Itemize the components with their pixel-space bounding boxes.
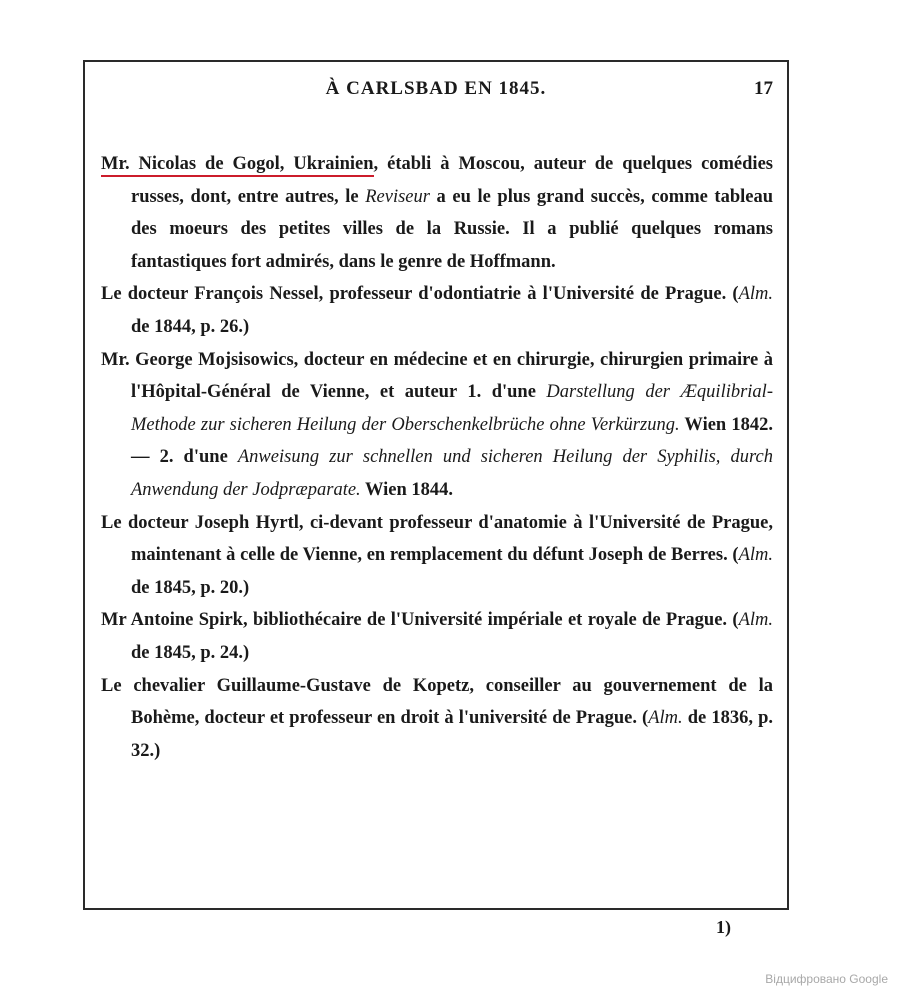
entry-hyrtl — [101, 507, 773, 605]
entry-kopetz — [101, 670, 773, 768]
entry-spirk — [101, 604, 773, 669]
entry-part: a eu le plus grand succès, comme tableau des moeurs des petites villes de la Russie. Il a publié quelques romans fantastiques fort admirés, dans le genre de Hoffmann. — [131, 186, 774, 272]
page-number: 17 — [754, 78, 773, 99]
entry-part: , établi à Moscou, auteur de quelques comédies russes, dont, entre autres, le — [131, 154, 773, 207]
entry-part: Reviseur — [365, 186, 430, 207]
entry-part: Darstellung der Æquilibrial-Methode zur sicheren Heilung der Oberschenkelbrüche ohne Verkürzung. — [131, 382, 773, 435]
entry-part: Alm. — [648, 708, 683, 729]
entry-part: Wien 1844. — [360, 479, 454, 500]
entry-part: Wien 1842. — 2. d'une — [131, 414, 773, 468]
entry-part: Alm. — [738, 610, 773, 631]
entry-part: Le docteur François Nessel, professeur d'odontiatrie à l'Université de Prague. ( — [101, 284, 739, 305]
page-frame — [83, 60, 789, 910]
entry-part: Mr Antoine Spirk, bibliothécaire de l'Université impériale et royale de Prague. ( — [101, 610, 739, 631]
entry-part: de 1845, p. 24.) — [131, 642, 250, 663]
entry-part: Le docteur Joseph Hyrtl, ci-devant professeur d'anatomie à l'Université de Prague, maintenant à celle de Vienne, en remplacement du défunt Joseph de Berres. ( — [101, 512, 773, 566]
entry-part: de 1844, p. 26.) — [131, 316, 250, 337]
entry-part: Alm. — [738, 284, 773, 305]
running-title: À CARLSBAD EN 1845. — [325, 78, 547, 99]
entry-part: Anweisung zur schnellen und sicheren Heilung der Syphilis, durch Anwendung der Jodpræparate. — [131, 447, 773, 500]
entry-part: de 1845, p. 20.) — [131, 577, 250, 598]
entry-mojsisowics — [101, 344, 773, 507]
entry-part: Mr. George Mojsisowics, docteur en médecine et en chirurgie, chirurgien primaire à l'Hôpital-Général de Vienne, et auteur 1. d'une — [101, 349, 773, 403]
watermark: Відцифровано Google — [765, 972, 888, 986]
page-header — [85, 78, 787, 108]
entry-part: Le chevalier Guillaume-Gustave de Kopetz, conseiller au gouvernement de la Bohème, docteur et professeur en droit à l'université de Prague. ( — [101, 675, 773, 729]
entry-nessel — [101, 278, 773, 343]
entry-part: Alm. — [738, 545, 773, 566]
entry-part: de 1836, p. 32.) — [131, 708, 773, 761]
entry-gogol — [101, 148, 773, 278]
entries-list — [101, 148, 773, 767]
entry-part: Mr. Nicolas de Gogol, Ukrainien — [101, 154, 374, 177]
footnote-mark: 1) — [716, 917, 731, 937]
